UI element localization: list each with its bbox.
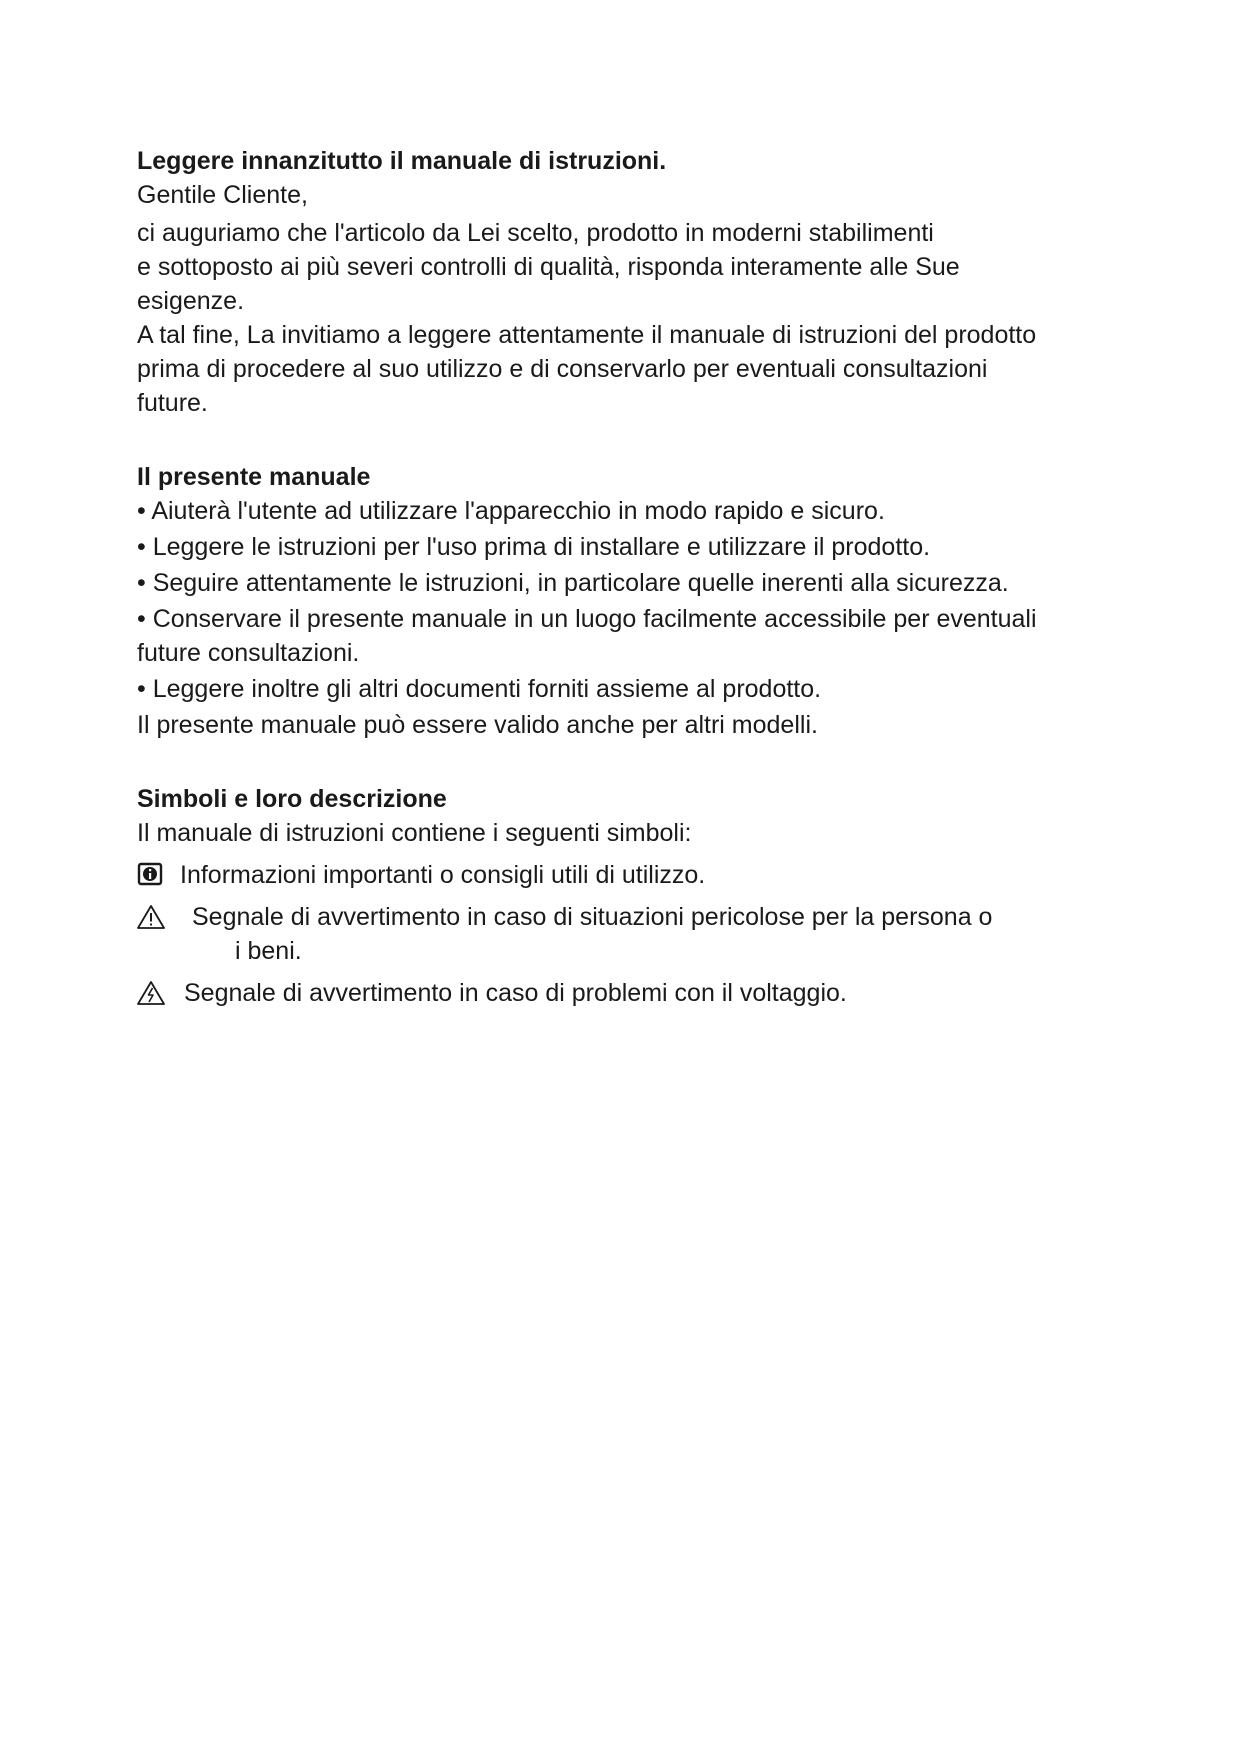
manual-heading: Il presente manuale <box>137 463 371 491</box>
greeting: Gentile Cliente, <box>137 181 308 209</box>
intro-line: ci auguriamo che l'articolo da Lei scelto, prodotto in moderni stabilimenti <box>137 219 934 247</box>
symbol-row-voltage <box>137 976 1117 1010</box>
voltage-warning-icon <box>137 980 165 1006</box>
symbols-heading: Simboli e loro descrizione <box>137 785 447 813</box>
symbol-description: Segnale di avvertimento in caso di problemi con il voltaggio. <box>184 979 847 1007</box>
intro-heading: Leggere innanzitutto il manuale di istruzioni. <box>137 147 667 175</box>
intro-line: A tal fine, La invitiamo a leggere attentamente il manuale di istruzioni del prodotto <box>137 321 1037 349</box>
intro-line: prima di procedere al suo utilizzo e di conservarlo per eventuali consultazioni <box>137 355 988 383</box>
bullet-item: • Aiuterà l'utente ad utilizzare l'apparecchio in modo rapido e sicuro. <box>137 497 885 525</box>
intro-line: esigenze. <box>137 287 245 315</box>
manual-section <box>137 460 1117 742</box>
symbols-intro: Il manuale di istruzioni contiene i seguenti simboli: <box>137 819 692 847</box>
symbol-description-continuation: i beni. <box>235 937 302 965</box>
info-icon <box>137 862 165 888</box>
symbol-description: Informazioni importanti o consigli utili di utilizzo. <box>180 861 706 889</box>
manual-note: Il presente manuale può essere valido anche per altri modelli. <box>137 711 818 739</box>
intro-line: future. <box>137 389 208 417</box>
bullet-item: • Leggere inoltre gli altri documenti forniti assieme al prodotto. <box>137 675 822 703</box>
warning-icon <box>137 904 165 930</box>
bullet-item: • Leggere le istruzioni per l'uso prima di installare e utilizzare il prodotto. <box>137 533 931 561</box>
symbol-description: Segnale di avvertimento in caso di situazioni pericolose per la persona o <box>192 903 993 931</box>
bullet-item: • Seguire attentamente le istruzioni, in particolare quelle inerenti alla sicurezza. <box>137 569 1009 597</box>
manual-page <box>137 144 1117 1010</box>
symbols-section <box>137 782 1117 1010</box>
bullet-item-continuation: future consultazioni. <box>137 639 360 667</box>
symbol-row-info <box>137 858 1117 892</box>
intro-section <box>137 144 1117 420</box>
intro-line: e sottoposto ai più severi controlli di qualità, risponda interamente alle Sue <box>137 253 960 281</box>
symbol-row-warning <box>137 900 1117 968</box>
bullet-item: • Conservare il presente manuale in un luogo facilmente accessibile per eventuali <box>137 605 1037 633</box>
